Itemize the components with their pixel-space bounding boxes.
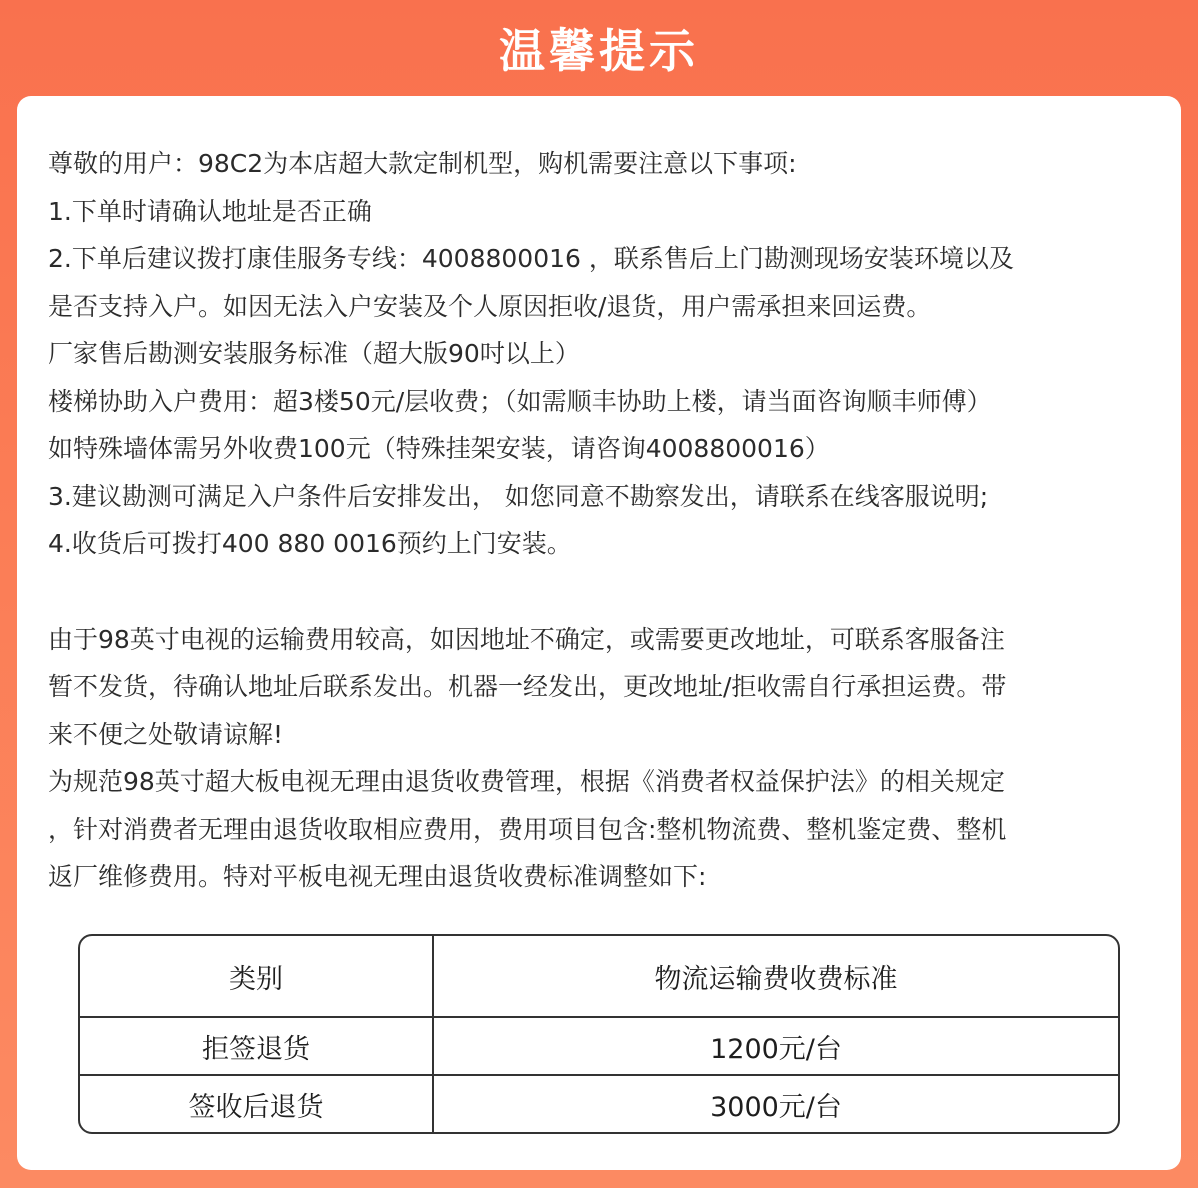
notice-line: 为规范98英寸超大板电视无理由退货收费管理，根据《消费者权益保护法》的相关规定 [48,767,1005,796]
notice-line: 厂家售后勘测安装服务标准（超大版90吋以上） [48,339,580,368]
notice-line: 3.建议勘测可满足入户条件后安排发出， 如您同意不勘察发出，请联系在线客服说明; [48,481,989,511]
notice-line: ，针对消费者无理由退货收取相应费用，费用项目包含:整机物流费、整机鉴定费、整机 [48,814,1007,844]
notice-line: 1.下单时请确认地址是否正确 [48,196,372,226]
page-title: 温馨提示 [499,24,699,78]
notice-line: 2.下单后建议拨打康佳服务专线：4008800016 ，联系售后上门勘测现场安装环境以及 [48,244,1014,273]
notice-card [17,96,1181,1170]
notice-line: 楼梯协助入户费用：超3楼50元/层收费；（如需顺丰协助上楼，请当面咨询顺丰师傅） [48,386,992,416]
notice-line: 如特殊墙体需另外收费100元（特殊挂架安装，请咨询4008800016） [48,434,830,463]
notice-line: 暂不发货，待确认地址后联系发出。机器一经发出，更改地址/拒收需自行承担运费。带 [48,672,1007,701]
row-fee: 3000元/台 [710,1091,842,1123]
notice-line: 尊敬的用户：98C2为本店超大款定制机型，购机需要注意以下事项: [48,149,797,178]
notice-line: 由于98英寸电视的运输费用较高，如因地址不确定，或需要更改地址，可联系客服备注 [48,624,1005,654]
paragraph-gap [48,568,1158,616]
notice-line: 是否支持入户。如因无法入户安装及个人原因拒收/退货，用户需承担来回运费。 [48,291,932,321]
notice-line: 返厂维修费用。特对平板电视无理由退货收费标准调整如下: [48,862,707,891]
header-category: 类别 [80,936,434,1016]
notice-text [48,140,1158,901]
table-row [80,1076,1118,1132]
fee-table [78,934,1120,1134]
row-category: 拒签退货 [80,1018,434,1074]
notice-line: 4.收货后可拨打400 880 0016预约上门安装。 [48,529,572,558]
row-category: 签收后退货 [80,1076,434,1132]
table-row [80,1018,1118,1076]
table-header-row [80,936,1118,1018]
notice-line: 来不便之处敬请谅解! [48,719,284,749]
header-fee-standard: 物流运输费收费标准 [654,963,898,995]
row-fee: 1200元/台 [710,1033,842,1065]
